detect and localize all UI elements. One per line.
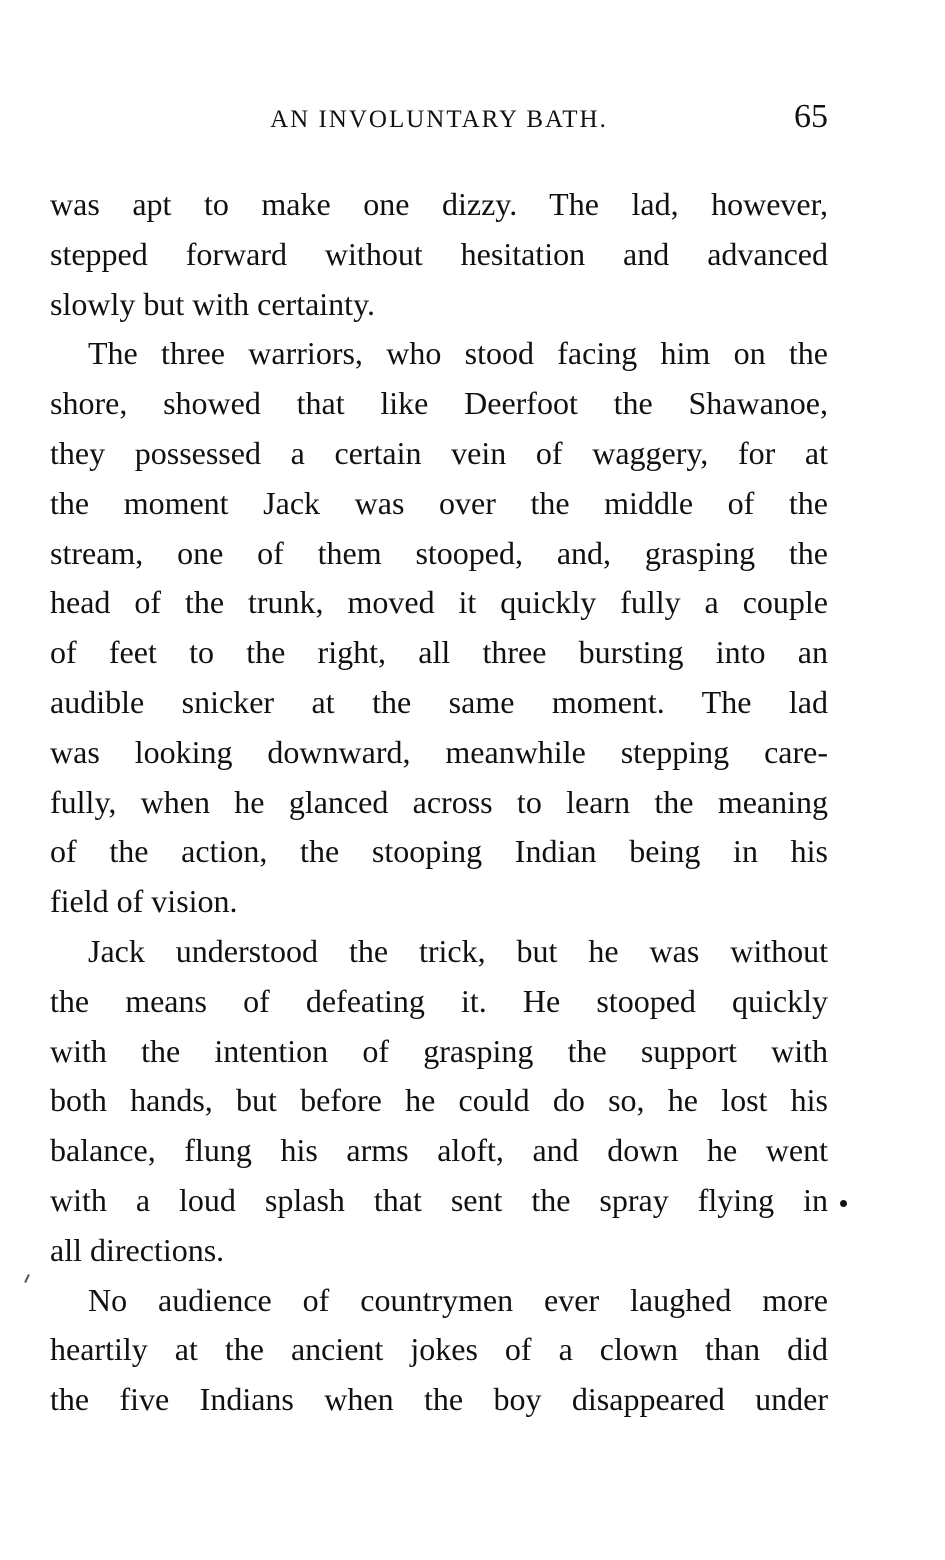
text-line: balance, flung his arms aloft, and down he went (50, 1132, 828, 1169)
text-line: the means of defeating it. He stooped quickly (50, 982, 828, 1019)
running-head (50, 98, 828, 142)
page-number: 65 (794, 98, 828, 135)
text-line: slowly but with certainty. (50, 285, 375, 322)
text-line: audible snicker at the same moment. The lad (50, 683, 828, 720)
margin-dot-mark (840, 1200, 847, 1207)
stray-ink-mark (24, 1274, 30, 1283)
text-line: field of vision. (50, 883, 238, 920)
text-line: No audience of countrymen ever laughed more (88, 1281, 828, 1318)
text-line: was looking downward, meanwhile stepping care- (50, 733, 828, 770)
text-line: of feet to the right, all three bursting into an (50, 634, 828, 671)
text-line: with a loud splash that sent the spray flying in (50, 1181, 828, 1218)
text-line: stepped forward without hesitation and advanced (50, 235, 828, 272)
text-line: shore, showed that like Deerfoot the Shawanoe, (50, 385, 828, 422)
running-title: AN INVOLUNTARY BATH. (270, 106, 608, 133)
text-line: Jack understood the trick, but he was without (88, 932, 828, 969)
text-line: they possessed a certain vein of waggery, for at (50, 434, 828, 471)
text-line: fully, when he glanced across to learn the meaning (50, 783, 828, 820)
text-line: stream, one of them stooped, and, grasping the (50, 534, 828, 571)
body-text (50, 180, 828, 1425)
text-line: head of the trunk, moved it quickly fully a couple (50, 584, 828, 621)
text-line: of the action, the stooping Indian being in his (50, 833, 828, 870)
text-line: all directions. (50, 1231, 225, 1268)
text-line: was apt to make one dizzy. The lad, however, (50, 186, 828, 222)
text-line: heartily at the ancient jokes of a clown than did (50, 1331, 828, 1368)
text-line: both hands, but before he could do so, he lost his (50, 1082, 828, 1119)
text-line: the moment Jack was over the middle of the (50, 484, 828, 521)
text-line: with the intention of grasping the support with (50, 1032, 828, 1069)
text-line: The three warriors, who stood facing him on the (88, 335, 828, 372)
text-line: the five Indians when the boy disappeared under (50, 1381, 828, 1418)
